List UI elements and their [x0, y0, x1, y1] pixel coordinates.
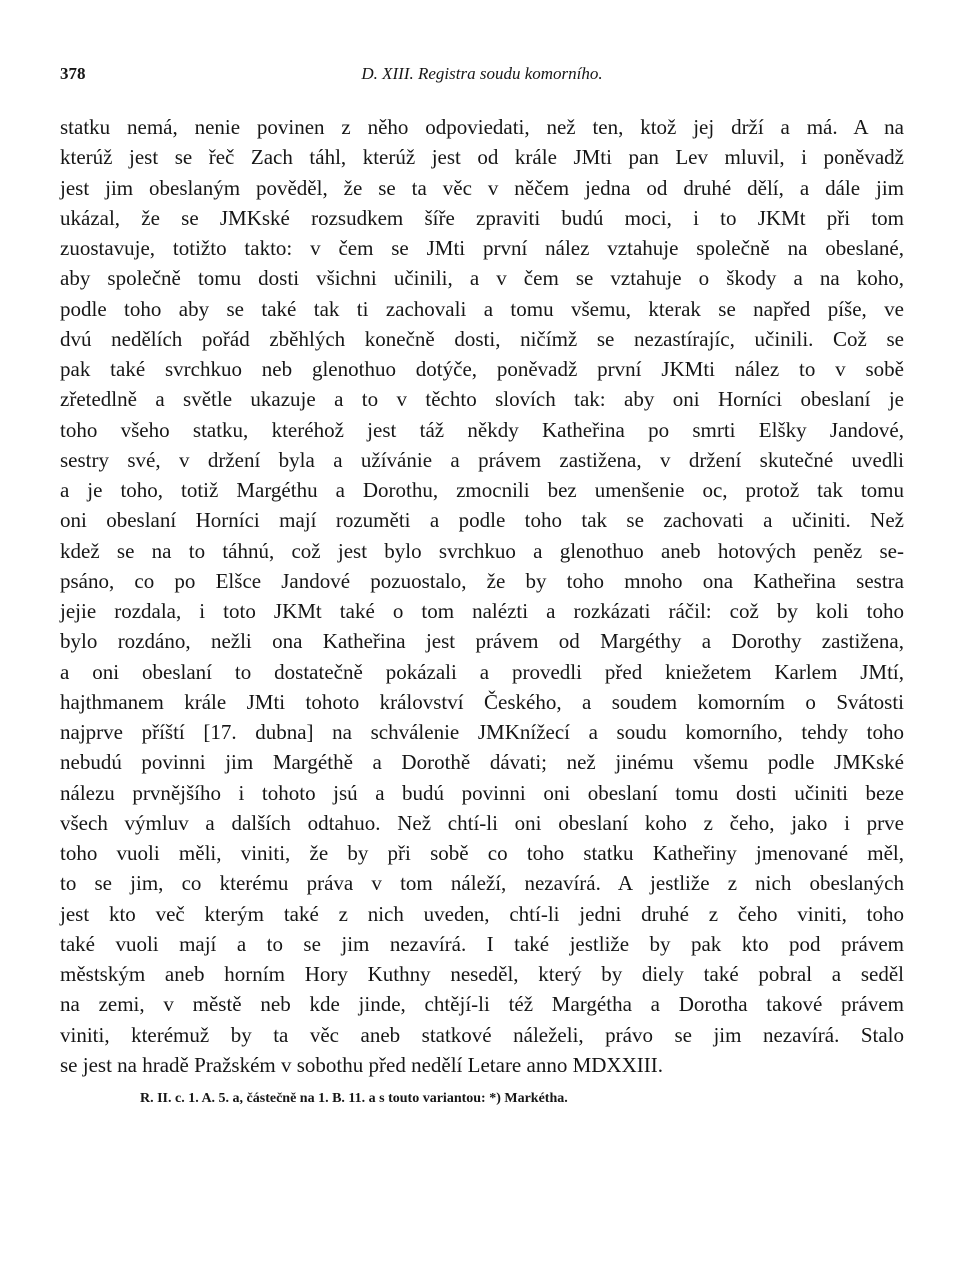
text-line: zuostavuje, totižto takto: v čem se JMti první nález vztahuje společně na obeslané, — [60, 236, 904, 260]
text-line: kterúž jest se řeč Zach táhl, kterúž jest od krále JMti pan Lev mluvil, i poněvadž — [60, 145, 904, 170]
text-line: to se jim, co kterému práva v tom náleží, nezavírá. A jestliže z nich obeslaných — [60, 871, 904, 896]
text-line: kdež se na to táhnú, což jest bylo svrchkuo a glenothuo aneb hotových peněz se- — [60, 538, 904, 563]
text-line: najprve příští [17. dubna] na schválenie JMKnížecí a soudu komorního, tehdy toho — [60, 720, 904, 744]
text-line: také vuoli mají a to se jim nezavírá. I také jestliže by pak kto pod právem — [60, 931, 904, 956]
text-line: psáno, co po Elšce Jandové pozuostalo, že by toho mnoho ona Katheřina sestra — [60, 568, 904, 593]
text-line: všech výmluv a dalších odtahuo. Než chtí-li oni obeslaní koho z čeho, jako i prve — [60, 810, 904, 835]
text-line: nálezu prvnějšího i tohoto jsú a budú povinni oni obeslaní tomu dosti učiniti beze — [60, 780, 904, 805]
page-header — [60, 58, 904, 90]
running-title: D. XIII. Registra soudu komorního. — [361, 64, 603, 83]
text-line: jejie rozdala, i toto JKMt také o tom nalézti a rozkázati ráčil: což by koli toho — [60, 599, 904, 623]
text-line: na zemi, v městě neb kde jinde, chtějí-li též Margétha a Dorotha takové právem — [60, 992, 904, 1017]
text-line: podle toho aby se také tak ti zachovali a tomu všemu, kterak se napřed píše, ve — [60, 296, 904, 321]
page-number: 378 — [60, 64, 86, 83]
main-text — [60, 112, 904, 1080]
text-line: aby společně tomu dosti všichni učinili, a v čem se vztahuje o škody a na koho, — [60, 266, 904, 291]
text-line: sestry své, v držení byla a užívánie a právem zastižena, v držení skutečné uvedli — [60, 447, 904, 472]
text-line: ukázal, že se JMKské rozsudkem šíře zpraviti budú moci, i to JKMt při tom — [60, 205, 904, 230]
text-line: a oni obeslaní to dostatečně pokázali a provedli před kniežetem Karlem JMtí, — [60, 659, 904, 684]
text-line: statku nemá, nenie povinen z něho odpoviedati, než ten, ktož jej drží a má. A na — [60, 115, 904, 139]
text-line: hajthmanem krále JMti tohoto království Českého, a soudem komorním o Svátosti — [60, 689, 904, 714]
text-line: pak také svrchkuo neb glenothuo dotýče, poněvadž první JKMti nález to v sobě — [60, 357, 904, 381]
text-line: dvú nedělích pořád zběhlých konečně dosti, ničímž se nezastírajíc, učinili. Což se — [60, 326, 904, 351]
source-footnote: R. II. c. 1. A. 5. a, částečně na 1. B. 11. a s touto variantou: *) Markétha. — [140, 1091, 568, 1106]
text-line: a je toho, totiž Margéthu a Dorothu, zmocnili bez umenšenie oc, protož tak tomu — [60, 478, 904, 502]
text-line: bylo rozdáno, nežli ona Katheřina jest právem od Margéthy a Dorothy zastižena, — [60, 629, 904, 654]
text-line: toho vuoli měli, viniti, že by při sobě co toho statku Katheřiny jmenované měl, — [60, 841, 904, 865]
text-line: nebudú povinni jim Margéthě a Dorothě dávati; než jinému všemu podle JMKské — [60, 750, 904, 775]
text-line: se jest na hradě Pražském v sobothu před nedělí Letare anno MDXXIII. — [60, 1052, 663, 1077]
text-line: toho všeho statku, kteréhož jest táž někdy Katheřina po smrti Elšky Jandové, — [60, 417, 904, 442]
text-line: oni obeslaní Horníci mají rozuměti a podle toho tak se zachovati a učiniti. Než — [60, 508, 904, 533]
text-line: zřetedlně a světle ukazuje a to v těchto slovích tak: aby oni Horníci obeslaní je — [60, 387, 904, 412]
text-line: jest jim obeslaným pověděl, že se ta věc v něčem jedna od druhé dělí, a dále jim — [60, 175, 904, 200]
document-page — [60, 58, 904, 1110]
text-line: městským aneb horním Hory Kuthny neseděl, který by diely také pobral a seděl — [60, 962, 904, 986]
text-line: jest kto več kterým také z nich uveden, chtí-li jedni druhé z čeho viniti, toho — [60, 901, 904, 926]
text-line: viniti, kterémuž by ta věc aneb statkové náleželi, právo se jim nezavírá. Stalo — [60, 1022, 904, 1047]
